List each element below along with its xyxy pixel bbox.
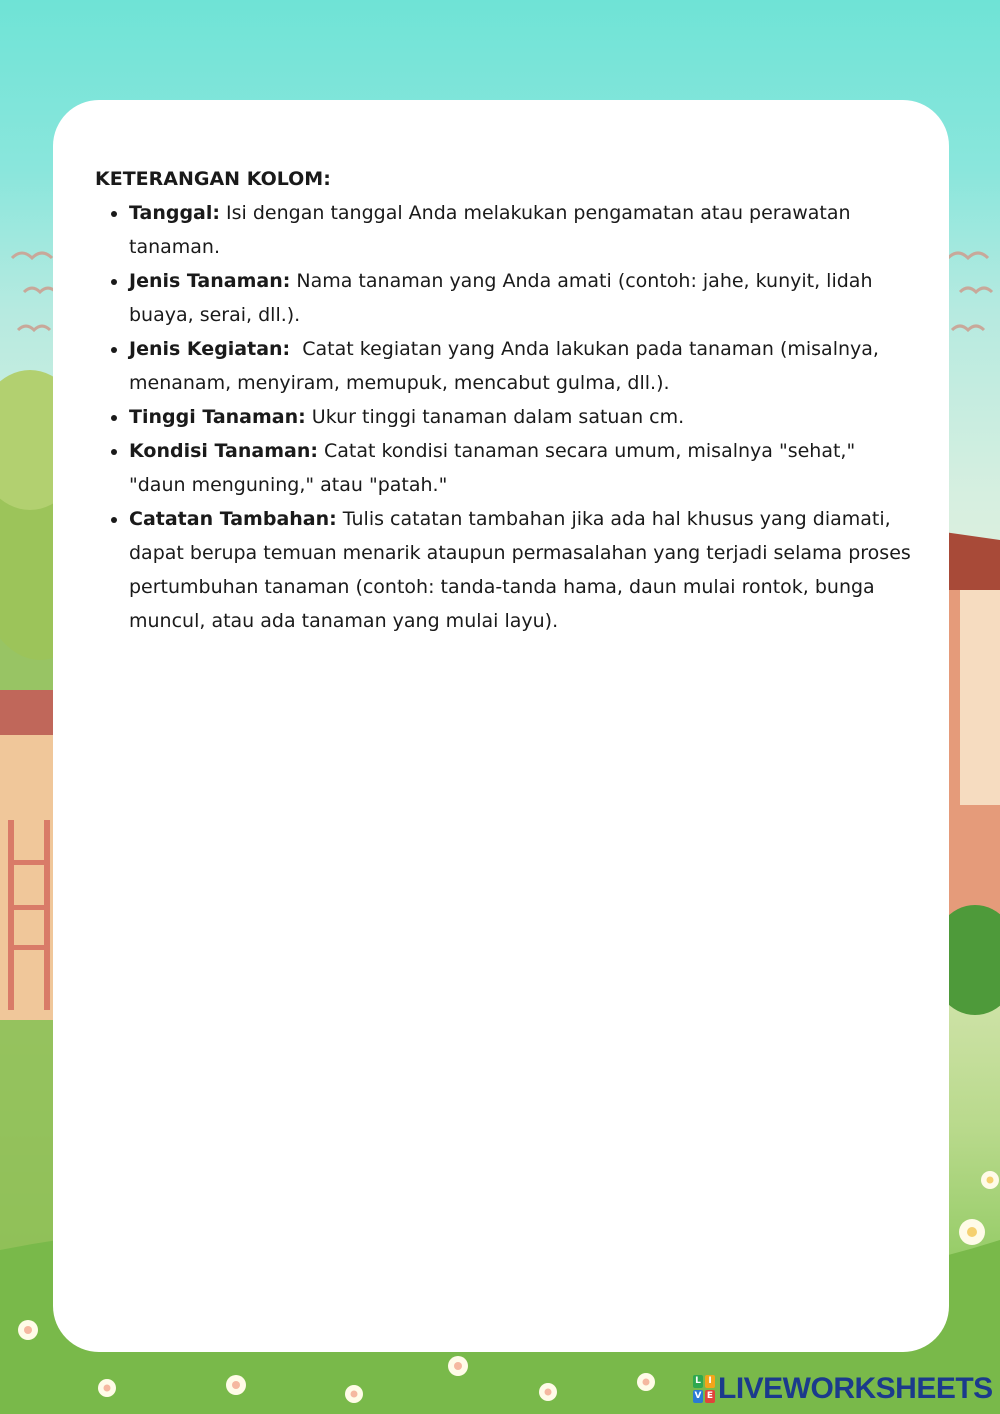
item-term: Tinggi Tanaman:	[129, 406, 306, 428]
item-term: Jenis Kegiatan:	[129, 338, 291, 360]
list-item	[129, 332, 915, 400]
item-desc: Catat kegiatan yang Anda lakukan pada tanaman (misalnya, menanam, menyiram, memupuk, mencabut gulma, dll.).	[129, 338, 885, 394]
item-term: Kondisi Tanaman:	[129, 440, 318, 462]
logo-text: LIVEWORKSHEETS	[718, 1372, 993, 1405]
item-term: Tanggal:	[129, 202, 220, 224]
item-term: Jenis Tanaman:	[129, 270, 291, 292]
item-desc: Ukur tinggi tanaman dalam satuan cm.	[305, 406, 685, 428]
list-item	[129, 196, 915, 264]
item-desc: Isi dengan tanggal Anda melakukan pengamatan atau perawatan tanaman.	[129, 202, 851, 258]
liveworksheets-logo[interactable]	[692, 1372, 993, 1406]
column-notes	[95, 162, 915, 638]
content-card	[53, 100, 949, 1352]
notes-list	[95, 196, 915, 638]
list-item	[129, 502, 915, 638]
item-desc: Catat kondisi tanaman secara umum, misalnya "sehat," "daun menguning," atau "patah."	[129, 440, 856, 496]
item-desc: Tulis catatan tambahan jika ada hal khusus yang diamati, dapat berupa temuan menarik ataupun permasalahan yang terjadi selama proses pertumbuhan tanaman (contoh: tanda-tanda hama, daun mulai rontok, bunga muncul, atau ada tanaman yang mulai layu).	[129, 508, 911, 632]
notes-heading: KETERANGAN KOLOM:	[95, 168, 331, 190]
list-item	[129, 434, 915, 502]
item-desc: Nama tanaman yang Anda amati (contoh: jahe, kunyit, lidah buaya, serai, dll.).	[129, 270, 873, 326]
list-item	[129, 264, 915, 332]
item-term: Catatan Tambahan:	[129, 508, 337, 530]
list-item	[129, 400, 915, 434]
logo-mark-icon: L I V E	[694, 1376, 714, 1401]
